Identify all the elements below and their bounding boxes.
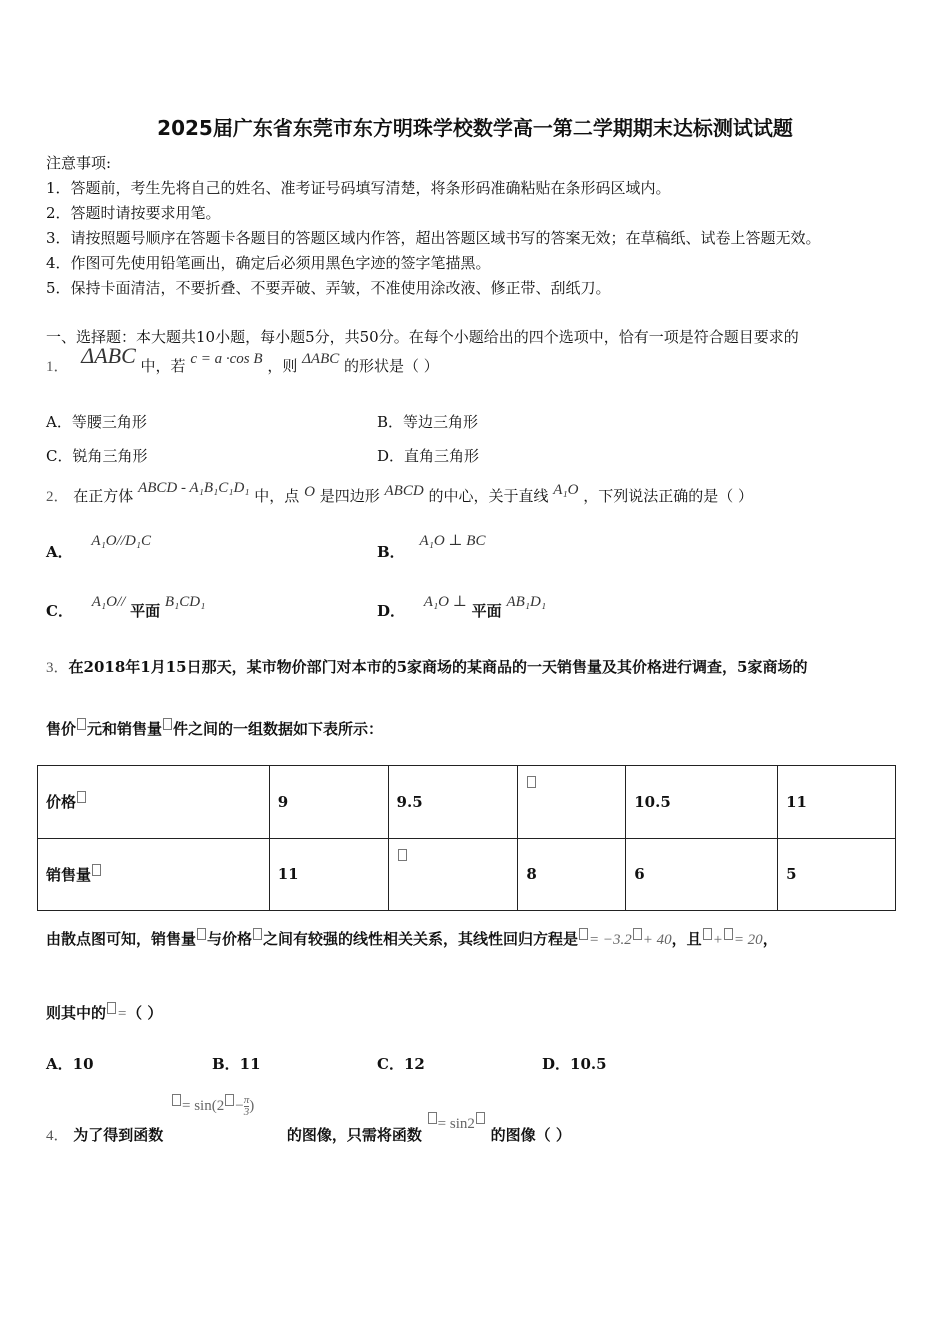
var-x-glyph bbox=[253, 928, 262, 940]
option-label: A． bbox=[46, 543, 73, 561]
question-number: 3． bbox=[46, 660, 69, 676]
question-text: ，下列说法正确的是（ ） bbox=[583, 487, 754, 505]
option-label: B． bbox=[377, 543, 405, 561]
option-math: A₁O// bbox=[91, 594, 126, 610]
math-sum: = 20 bbox=[733, 932, 763, 948]
question-text: 由散点图可知，销售量 bbox=[46, 930, 197, 948]
question-2 bbox=[46, 482, 753, 511]
var-yhat-glyph bbox=[579, 928, 588, 940]
question-text: 的图像（ ） bbox=[490, 1126, 571, 1144]
notice-item: 2．答题时请按要求用笔。 bbox=[46, 204, 221, 222]
option-d[interactable] bbox=[377, 594, 547, 626]
math-equals: = bbox=[117, 1006, 128, 1022]
option-c[interactable]: C．锐角三角形 bbox=[46, 447, 148, 465]
question-number: 4． bbox=[46, 1128, 69, 1144]
math-regression: = −3.2 bbox=[589, 932, 632, 948]
table-cell: 11 bbox=[269, 838, 388, 911]
notice-item: 3．请按照题号顺序在答题卡各题目的答题区域内作答，超出答题区域书写的答案无效；在草稿纸、试卷上答题无效。 bbox=[46, 229, 821, 247]
table-cell: 价格 bbox=[38, 766, 270, 839]
option-math: A₁O ⊥ bbox=[423, 594, 467, 610]
option-math: B₁CD₁ bbox=[164, 594, 206, 610]
var-y-glyph bbox=[197, 928, 206, 940]
question-text: 元和销售量 bbox=[87, 720, 163, 738]
option-c[interactable] bbox=[46, 594, 206, 626]
var-a-glyph bbox=[527, 776, 536, 788]
math-quad: ABCD bbox=[384, 483, 424, 499]
question-text: 是四边形 bbox=[319, 487, 380, 505]
table-row bbox=[38, 838, 896, 911]
var-x-glyph bbox=[476, 1112, 485, 1124]
math-condition: c = a ·cos B bbox=[190, 351, 263, 367]
question-text: ， bbox=[762, 930, 778, 948]
question-text: 与价格 bbox=[207, 930, 253, 948]
option-b[interactable]: B．等边三角形 bbox=[377, 413, 479, 431]
math-line: A₁O bbox=[553, 482, 579, 498]
question-1 bbox=[46, 343, 439, 381]
option-a[interactable] bbox=[46, 533, 152, 567]
var-x-glyph bbox=[225, 1094, 234, 1106]
var-y-glyph bbox=[92, 864, 101, 876]
math-cube: ABCD - A₁B₁C₁D₁ bbox=[138, 480, 250, 496]
question-4 bbox=[46, 1116, 571, 1145]
math-triangle: ΔABC bbox=[302, 351, 340, 367]
question-text: 在正方体 bbox=[73, 487, 134, 505]
table-cell: 8 bbox=[518, 838, 626, 911]
question-text: ，则 bbox=[267, 357, 298, 375]
math-regression: + 40 bbox=[642, 932, 672, 948]
table-row bbox=[38, 766, 896, 839]
option-d[interactable]: D．10.5 bbox=[542, 1055, 607, 1073]
table-cell: 销售量 bbox=[38, 838, 270, 911]
data-table bbox=[37, 765, 896, 911]
notice-item: 5．保持卡面清洁，不要折叠、不要弄破、弄皱，不准使用涂改液、修正带、刮纸刀。 bbox=[46, 279, 611, 297]
math-function-2: = sin2 bbox=[427, 1114, 486, 1132]
option-a[interactable]: A．等腰三角形 bbox=[46, 413, 147, 431]
question-text: 件之间的一组数据如下表所示： bbox=[173, 720, 384, 738]
option-b[interactable] bbox=[377, 533, 486, 567]
question-number: 1． bbox=[46, 359, 69, 375]
question-3-line2 bbox=[46, 718, 383, 739]
question-text: 为了得到函数 bbox=[73, 1126, 164, 1144]
var-x-glyph bbox=[77, 791, 86, 803]
question-text: 售价 bbox=[46, 720, 77, 738]
table-cell: 10.5 bbox=[626, 766, 778, 839]
question-text: 的图像，只需将函数 bbox=[286, 1126, 422, 1144]
question-3-line3 bbox=[46, 928, 778, 949]
table-cell bbox=[388, 838, 518, 911]
table-cell: 9 bbox=[269, 766, 388, 839]
section-heading: 一、选择题：本大题共10小题，每小题5分，共50分。在每个小题给出的四个选项中，恰有一项是符合题目要求的 bbox=[46, 328, 799, 346]
question-text: （ ） bbox=[127, 1004, 163, 1022]
question-text: 则其中的 bbox=[46, 1004, 107, 1022]
var-b-glyph bbox=[398, 849, 407, 861]
var-x-glyph bbox=[633, 928, 642, 940]
option-math: A₁O//D₁C bbox=[91, 533, 152, 549]
notice-heading: 注意事项: bbox=[46, 154, 112, 172]
math-function-1: = sin(2 − $\frac{\pi}{3}$ ) bbox=[171, 1094, 254, 1118]
math-sum: + bbox=[712, 932, 723, 948]
question-3-line4 bbox=[46, 1002, 162, 1023]
question-text: 在2018年1月15日那天，某市物价部门对本市的5家商场的某商品的一天销售量及其价格进行调查，5家商场的 bbox=[68, 658, 808, 676]
option-label: D． bbox=[377, 602, 406, 620]
question-number: 2． bbox=[46, 489, 69, 505]
option-text: 平面 bbox=[130, 602, 161, 620]
var-b-glyph bbox=[724, 928, 733, 940]
question-text: 中，点 bbox=[254, 487, 300, 505]
question-text: 的中心，关于直线 bbox=[428, 487, 549, 505]
notice-item: 1．答题前，考生先将自己的姓名、准考证号码填写清楚，将条形码准确粘贴在条形码区域内。 bbox=[46, 179, 671, 197]
table-cell: 6 bbox=[626, 838, 778, 911]
table-cell: 5 bbox=[778, 838, 896, 911]
option-d[interactable]: D．直角三角形 bbox=[377, 447, 480, 465]
question-3 bbox=[46, 656, 807, 677]
option-math: AB₁D₁ bbox=[506, 594, 547, 610]
notice-item: 4．作图可先使用铅笔画出，确定后必须用黑色字迹的签字笔描黑。 bbox=[46, 254, 491, 272]
var-a-glyph bbox=[107, 1002, 116, 1014]
table-cell bbox=[518, 766, 626, 839]
var-y-glyph bbox=[428, 1112, 437, 1124]
question-text: 中，若 bbox=[140, 357, 186, 375]
table-cell: 11 bbox=[778, 766, 896, 839]
math-point: O bbox=[304, 484, 315, 500]
var-a-glyph bbox=[703, 928, 712, 940]
option-text: 平面 bbox=[471, 602, 502, 620]
question-text: ，且 bbox=[671, 930, 702, 948]
var-x-glyph bbox=[77, 718, 86, 730]
option-a[interactable]: A．10 bbox=[46, 1055, 94, 1073]
fraction: $\frac{\pi}{3}$ bbox=[243, 1093, 250, 1118]
option-b[interactable]: B．11 bbox=[212, 1055, 261, 1073]
question-text: 的形状是（ ） bbox=[344, 357, 439, 375]
math-triangle: ΔABC bbox=[81, 343, 136, 368]
table-cell: 9.5 bbox=[388, 766, 518, 839]
page-title: 2025届广东省东莞市东方明珠学校数学高一第二学期期末达标测试试题 bbox=[157, 116, 793, 140]
option-label: C． bbox=[46, 602, 73, 620]
var-y-glyph bbox=[172, 1094, 181, 1106]
option-math: A₁O ⊥ BC bbox=[419, 533, 486, 549]
question-text: 之间有较强的线性相关关系，其线性回归方程是 bbox=[263, 930, 579, 948]
var-y-glyph bbox=[163, 718, 172, 730]
option-c[interactable]: C．12 bbox=[377, 1055, 425, 1073]
